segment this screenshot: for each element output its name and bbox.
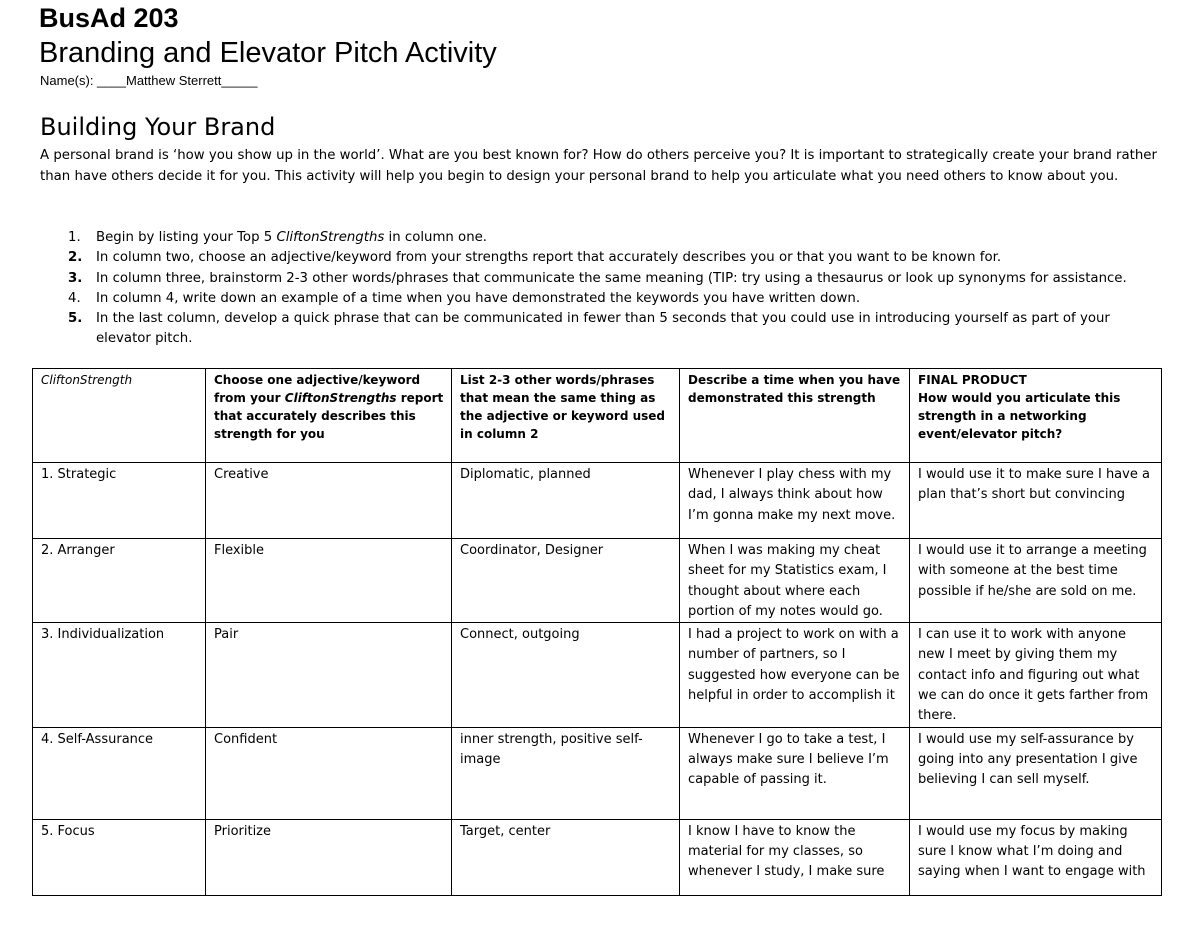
cell-adjective: Prioritize	[206, 819, 452, 895]
cell-adjective: Flexible	[206, 539, 452, 623]
header-adjective-emphasis: CliftonStrengths	[284, 391, 397, 405]
names-value: Matthew Sterrett	[125, 73, 222, 88]
instruction-number: 3.	[68, 270, 83, 286]
instruction-item	[40, 248, 1160, 268]
names-label: Name(s): ____	[40, 73, 126, 88]
header-adjective-text: Choose one adjective/keyword from your	[214, 373, 421, 405]
table-row	[33, 463, 1162, 539]
strengths-table	[32, 368, 1162, 896]
instruction-item	[40, 289, 1160, 309]
cell-example: When I was making my cheat sheet for my Statistics exam, I thought about where each portion of my notes would go.	[680, 539, 910, 623]
names-suffix: _____	[221, 73, 258, 88]
table-row	[33, 819, 1162, 895]
cell-strength: 5. Focus	[33, 819, 206, 895]
cell-adjective: Pair	[206, 623, 452, 727]
section-heading: Building Your Brand	[40, 113, 276, 141]
cell-pitch: I would use it to arrange a meeting with someone at the best time possible if he/she are sold on me.	[910, 539, 1162, 623]
header-adjective-text: report that accurately describes this strength for you	[214, 391, 444, 441]
cell-pitch: I can use it to work with anyone new I meet by giving them my contact info and figuring out what we can do once it gets farther from there.	[910, 623, 1162, 727]
cell-adjective: Creative	[206, 463, 452, 539]
course-code: BusAd 203	[39, 3, 179, 33]
activity-title: Branding and Elevator Pitch Activity	[39, 37, 497, 69]
instruction-text: In column three, brainstorm 2-3 other words/phrases that communicate the same meaning (TIP: try using a thesaurus or look up synonyms for assistance.	[96, 270, 1127, 286]
header-final	[910, 369, 1162, 463]
table-row	[33, 623, 1162, 727]
instruction-number: 2.	[68, 250, 83, 266]
cell-example: Whenever I play chess with my dad, I always think about how I’m gonna make my next move.	[680, 463, 910, 539]
cell-synonyms: inner strength, positive self-image	[452, 727, 680, 819]
header-final-title: FINAL PRODUCT	[918, 373, 1027, 387]
table-header-row	[33, 369, 1162, 463]
table-row	[33, 539, 1162, 623]
instruction-text: in column one.	[384, 230, 488, 245]
table-row	[33, 727, 1162, 819]
instruction-number: 4.	[68, 290, 81, 306]
instruction-text: In column two, choose an adjective/keyword from your strengths report that accurately describes you or that you want to be known for.	[96, 250, 1002, 266]
cell-synonyms: Connect, outgoing	[452, 623, 680, 727]
cell-synonyms: Diplomatic, planned	[452, 463, 680, 539]
header-strength: CliftonStrength	[33, 369, 206, 463]
cell-strength: 3. Individualization	[33, 623, 206, 727]
cell-synonyms: Target, center	[452, 819, 680, 895]
header-adjective	[206, 369, 452, 463]
intro-paragraph: A personal brand is ‘how you show up in the world’. What are you best known for? How do others perceive you? It is important to strategically create your brand rather than have others decide it for you. This activity will help you begin to design your personal brand to help you articulate what you need others to know about you.	[40, 148, 1157, 184]
instruction-text: In column 4, write down an example of a time when you have demonstrated the keywords you have written down.	[96, 290, 861, 306]
header-example: Describe a time when you have demonstrated this strength	[680, 369, 910, 463]
cell-example: Whenever I go to take a test, I always make sure I believe I’m capable of passing it.	[680, 727, 910, 819]
instruction-item	[40, 228, 1160, 248]
header-final-subtitle: How would you articulate this strength in a networking event/elevator pitch?	[918, 391, 1121, 441]
cell-strength: 4. Self-Assurance	[33, 727, 206, 819]
cell-synonyms: Coordinator, Designer	[452, 539, 680, 623]
instruction-text: Begin by listing your Top 5	[96, 230, 277, 245]
cell-example: I know I have to know the material for my classes, so whenever I study, I make sure	[680, 819, 910, 895]
instruction-text: In the last column, develop a quick phrase that can be communicated in fewer than 5 seconds that you could use in introducing yourself as part of your elevator pitch.	[96, 311, 1110, 347]
instruction-item	[40, 309, 1160, 350]
instruction-emphasis: CliftonStrengths	[276, 230, 385, 245]
cell-strength: 1. Strategic	[33, 463, 206, 539]
cell-pitch: I would use my self-assurance by going into any presentation I give believing I can sell myself.	[910, 727, 1162, 819]
instruction-number: 5.	[68, 311, 83, 327]
header-synonyms: List 2-3 other words/phrases that mean the same thing as the adjective or keyword used in column 2	[452, 369, 680, 463]
instruction-number: 1.	[68, 230, 81, 245]
instruction-item	[40, 269, 1160, 289]
instructions-list	[40, 228, 1160, 350]
cell-pitch: I would use it to make sure I have a plan that’s short but convincing	[910, 463, 1162, 539]
cell-strength: 2. Arranger	[33, 539, 206, 623]
names-line	[40, 72, 258, 90]
cell-pitch: I would use my focus by making sure I know what I’m doing and saying when I want to engage with	[910, 819, 1162, 895]
cell-example: I had a project to work on with a number of partners, so I suggested how everyone can be helpful in order to accomplish it	[680, 623, 910, 727]
cell-adjective: Confident	[206, 727, 452, 819]
